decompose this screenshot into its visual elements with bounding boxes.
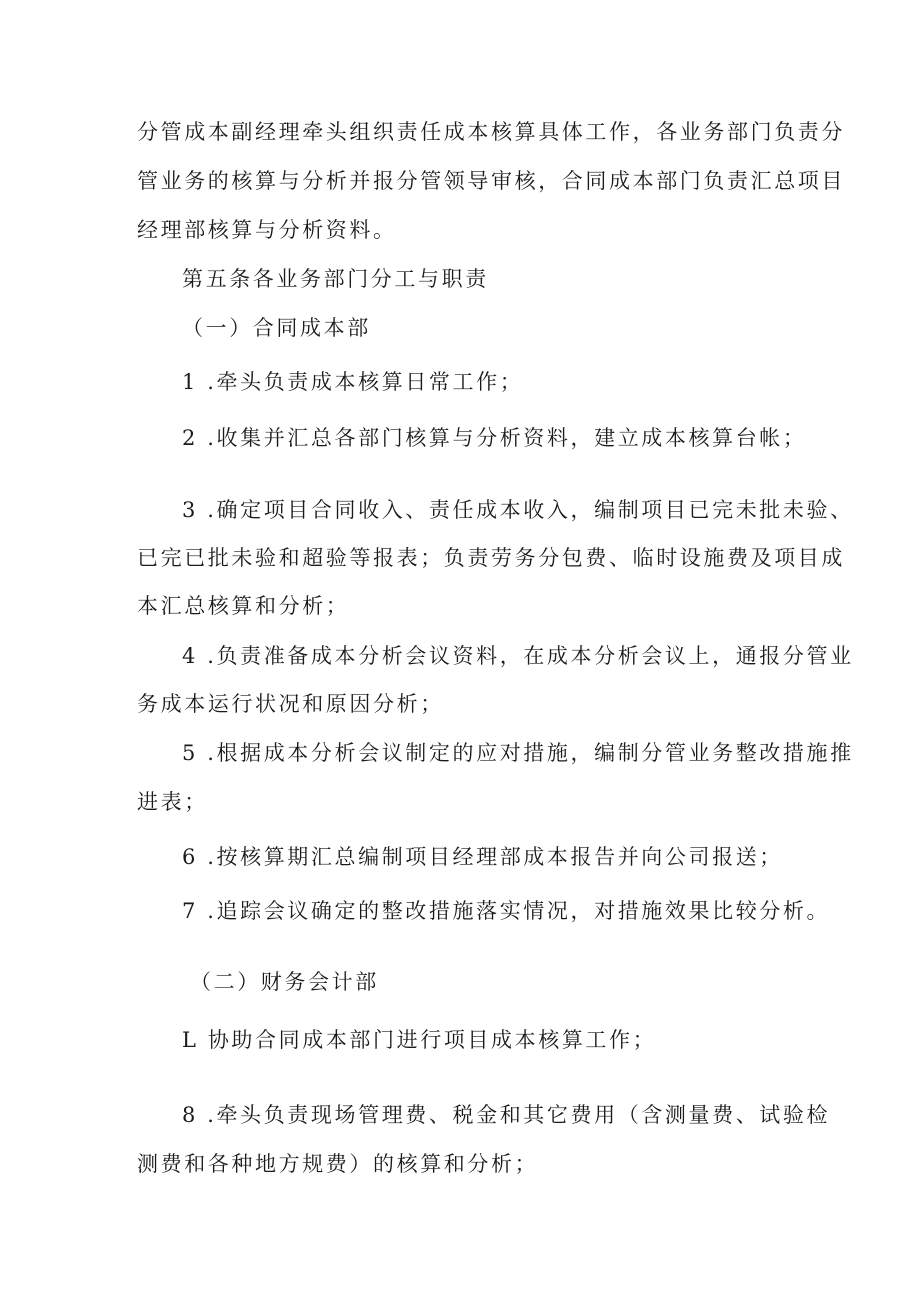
section-heading: （二）财务会计部	[190, 970, 379, 994]
paragraph-line: 经理部核算与分析资料。	[137, 218, 397, 242]
list-item: 7 .追踪会议确定的整改措施落实情况，对措施效果比较分析。	[182, 899, 831, 923]
paragraph-line: 进表；	[137, 790, 208, 814]
paragraph-line: 分管成本副经理牵头组织责任成本核算具体工作，各业务部门负责分	[137, 120, 845, 144]
list-item: L 协助合同成本部门进行项目成本核算工作；	[182, 1028, 657, 1052]
list-item: 5 .根据成本分析会议制定的应对措施，编制分管业务整改措施推	[182, 741, 854, 765]
paragraph-line: 本汇总核算和分析；	[137, 594, 350, 618]
paragraph-line: 已完已批未验和超验等报表；负责劳务分包费、临时设施费及项目成	[137, 546, 845, 570]
paragraph-line: 测费和各种地方规费）的核算和分析；	[137, 1152, 539, 1176]
paragraph-line: 管业务的核算与分析并报分管领导审核，合同成本部门负责汇总项目	[137, 169, 845, 193]
list-item: 3 .确定项目合同收入、责任成本收入，编制项目已完未批未验、	[182, 498, 854, 522]
list-item: 8 .牵头负责现场管理费、税金和其它费用（含测量费、试验检	[182, 1103, 831, 1127]
list-item: 1 .牵头负责成本核算日常工作；	[182, 370, 524, 394]
list-item: 2 .收集并汇总各部门核算与分析资料，建立成本核算台帐；	[182, 426, 807, 450]
section-heading: （一）合同成本部	[182, 316, 371, 340]
paragraph-line: 务成本运行状况和原因分析；	[137, 692, 444, 716]
list-item: 6 .按核算期汇总编制项目经理部成本报告并向公司报送；	[182, 845, 783, 869]
list-item: 4 .负责准备成本分析会议资料，在成本分析会议上，通报分管业	[182, 644, 854, 668]
article-heading: 第五条各业务部门分工与职责	[182, 267, 489, 291]
